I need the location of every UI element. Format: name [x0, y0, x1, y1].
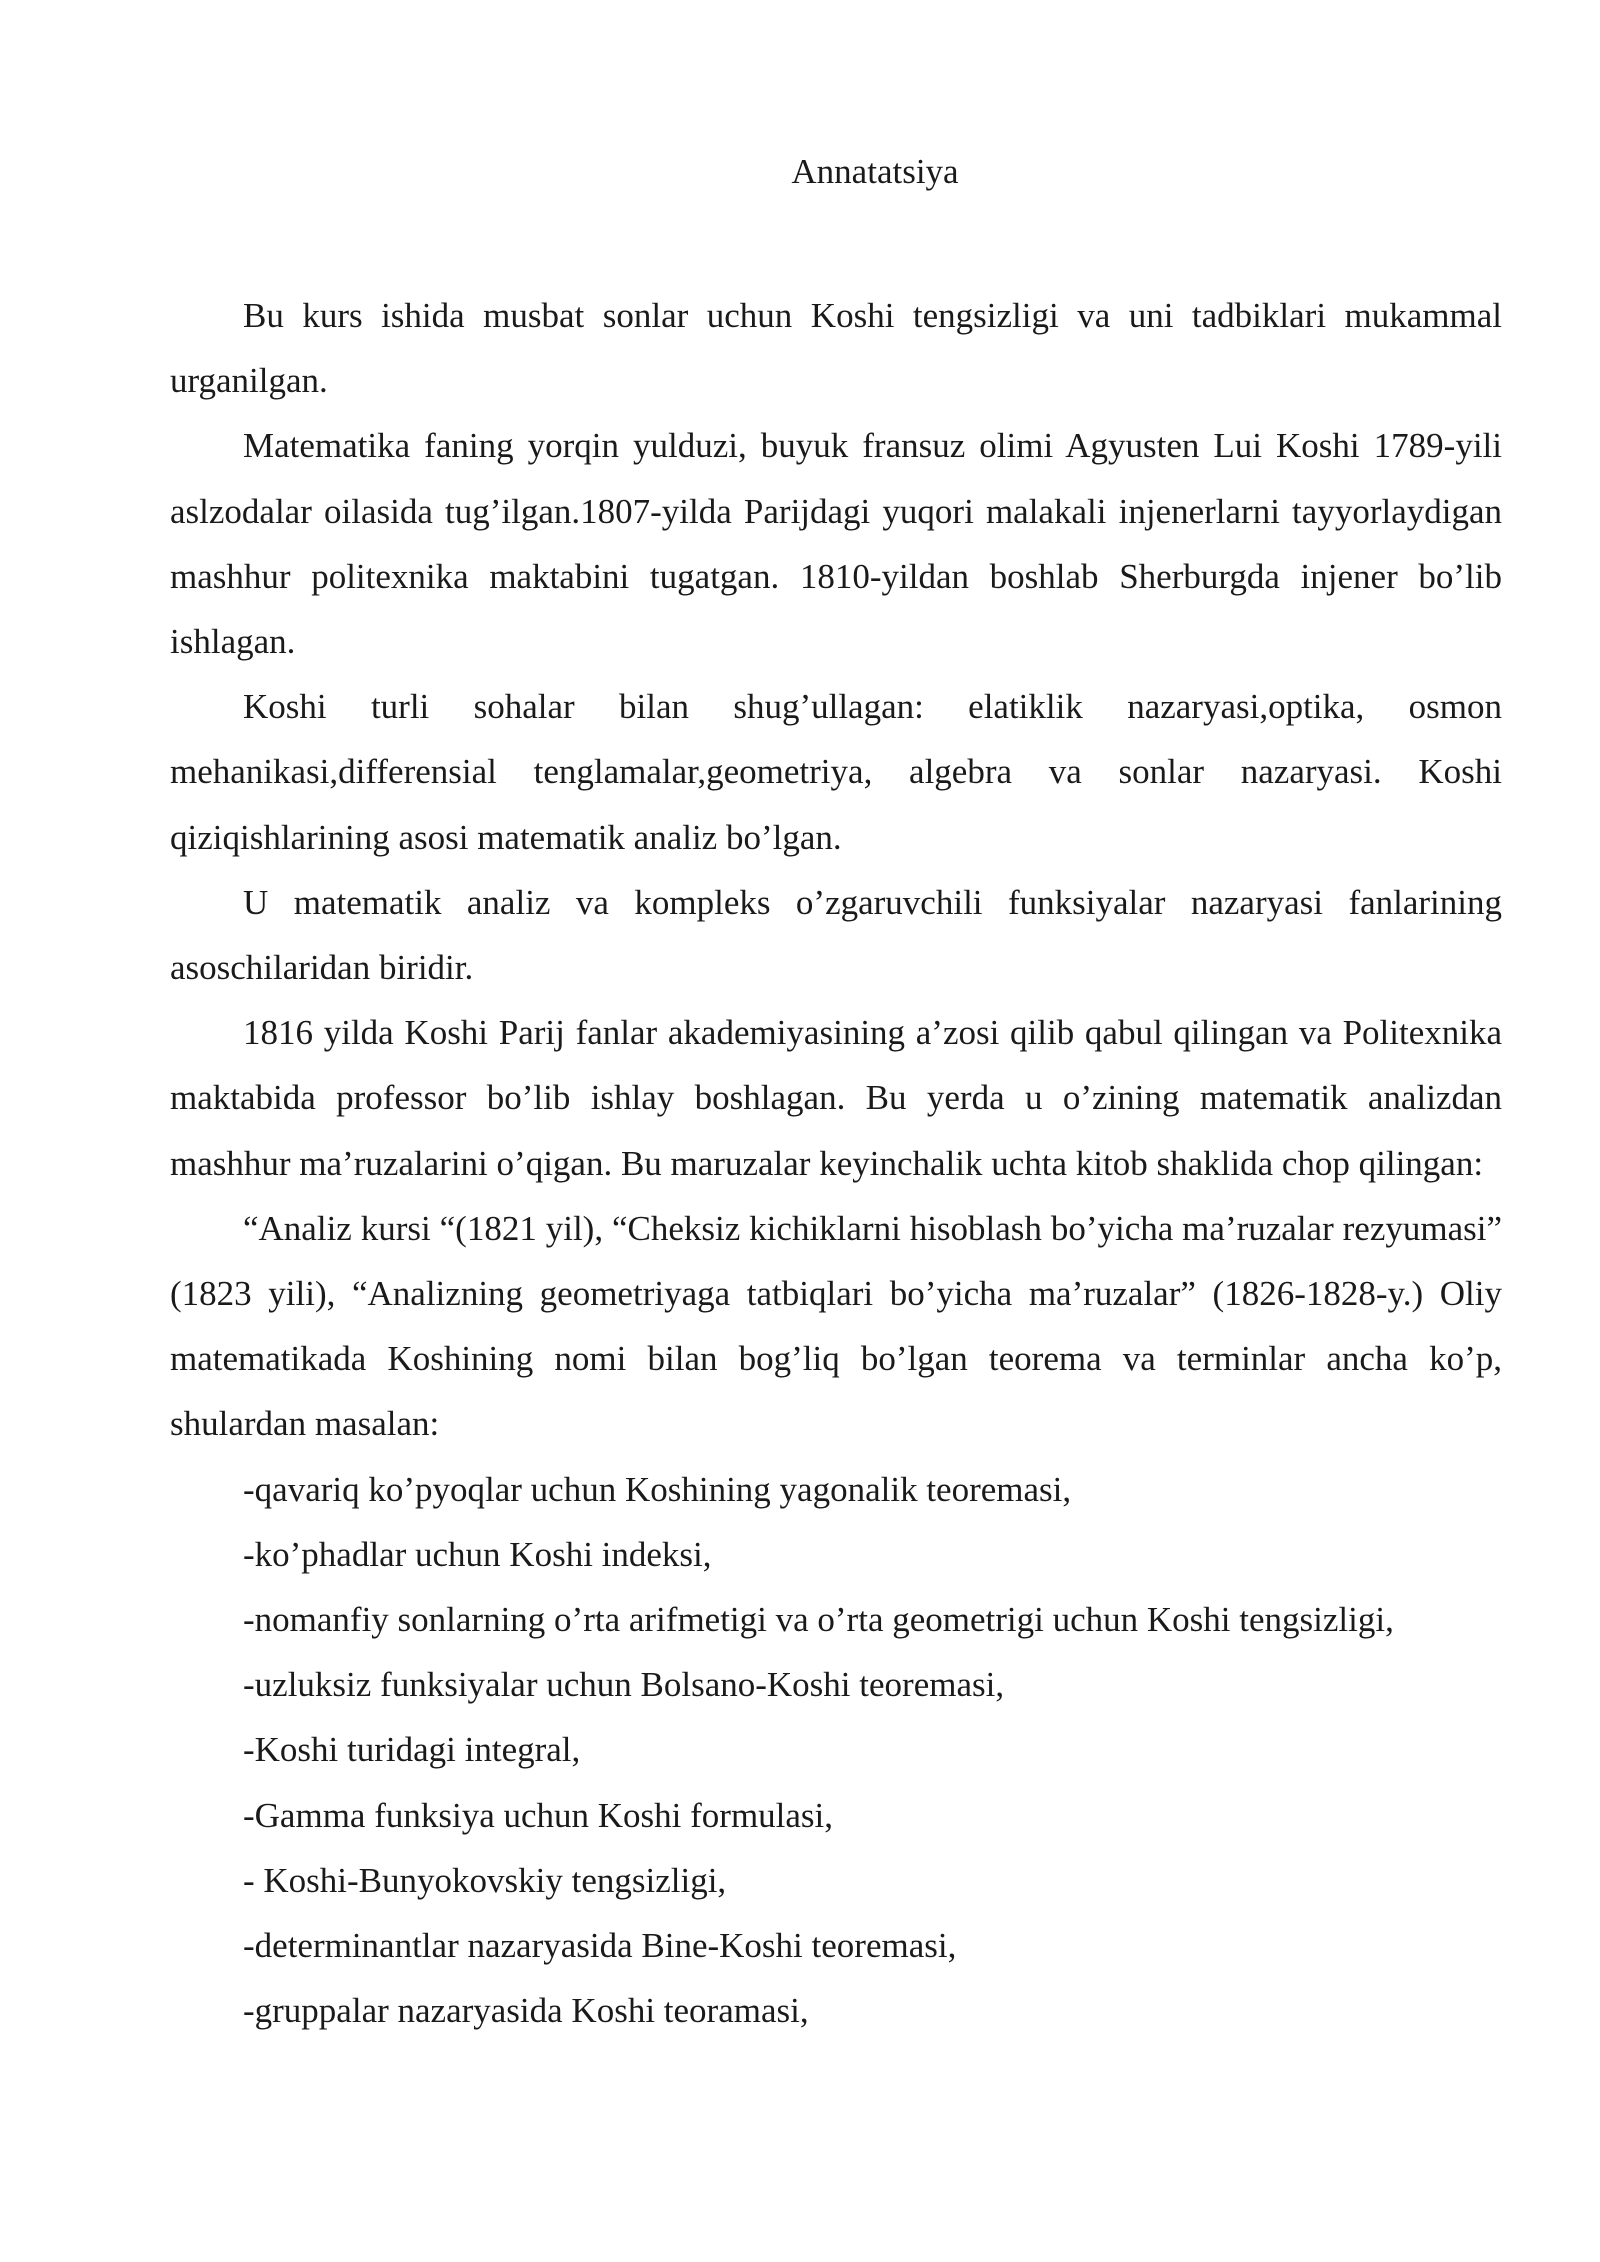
paragraph-complex-analysis: U matematik analiz va kompleks o’zgaruvchili funksiyalar nazaryasi fanlarining asoschilaridan biridir.	[170, 882, 1502, 988]
list-item: -gruppalar nazaryasida Koshi teoramasi,	[243, 1991, 809, 2031]
theorem-list	[170, 1457, 1502, 2044]
document-body	[170, 283, 1502, 2043]
list-item: -uzluksiz funksiyalar uchun Bolsano-Koshi teoremasi,	[243, 1665, 1005, 1705]
list-item: -nomanfiy sonlarning o’rta arifmetigi va o’rta geometrigi uchun Koshi tengsizligi,	[243, 1600, 1394, 1640]
list-item: -Gamma funksiya uchun Koshi formulasi,	[243, 1795, 834, 1835]
list-item: - Koshi-Bunyokovskiy tengsizligi,	[243, 1860, 727, 1900]
paragraph-intro: Bu kurs ishida musbat sonlar uchun Koshi tengsizligi va uni tadbiklari mukammal urganilgan.	[170, 296, 1502, 401]
document-title: Annatatsiya	[791, 152, 959, 191]
list-item: -qavariq ko’pyoqlar uchun Koshining yagonalik teoremasi,	[243, 1469, 1072, 1509]
list-item: -determinantlar nazaryasida Bine-Koshi teoremasi,	[243, 1926, 957, 1966]
paragraph-research-areas: Koshi turli sohalar bilan shug’ullagan: elatiklik nazaryasi,optika, osmon mehanikasi,differensial tenglamalar,geometriya, algebra va sonlar nazaryasi. Koshi qiziqishlarining asosi matematik analiz bo’lgan.	[170, 687, 1502, 857]
list-item: -ko’phadlar uchun Koshi indeksi,	[243, 1534, 712, 1574]
paragraph-biography: Matematika faning yorqin yulduzi, buyuk fransuz olimi Agyusten Lui Koshi 1789-yili aslzodalar oilasida tug’ilgan.1807-yilda Parijdagi yuqori malakali injenerlarni tayyorlaydigan mashhur politexnika maktabini tugatgan. 1810-yildan boshlab Sherburgda injener bo’lib ishlagan.	[170, 426, 1502, 662]
paragraph-academy: 1816 yilda Koshi Parij fanlar akademiyasining a’zosi qilib qabul qilingan va Politexnika maktabida professor bo’lib ishlay boshlagan. Bu yerda u o’zining matematik analizdan mashhur ma’ruzalarini o’qigan. Bu maruzalar keyinchalik uchta kitob shaklida chop qilingan:	[170, 1013, 1502, 1183]
paragraph-books: “Analiz kursi “(1821 yil), “Cheksiz kichiklarni hisoblash bo’yicha ma’ruzalar rezyumasi” (1823 yili), “Analizning geometriyaga tatbiqlari bo’yicha ma’ruzalar” (1826-1828-y.) Oliy matematikada Koshining nomi bilan bog’liq bo’lgan teorema va terminlar ancha ko’p, shulardan masalan:	[170, 1208, 1502, 1444]
list-item: -Koshi turidagi integral,	[243, 1730, 581, 1770]
